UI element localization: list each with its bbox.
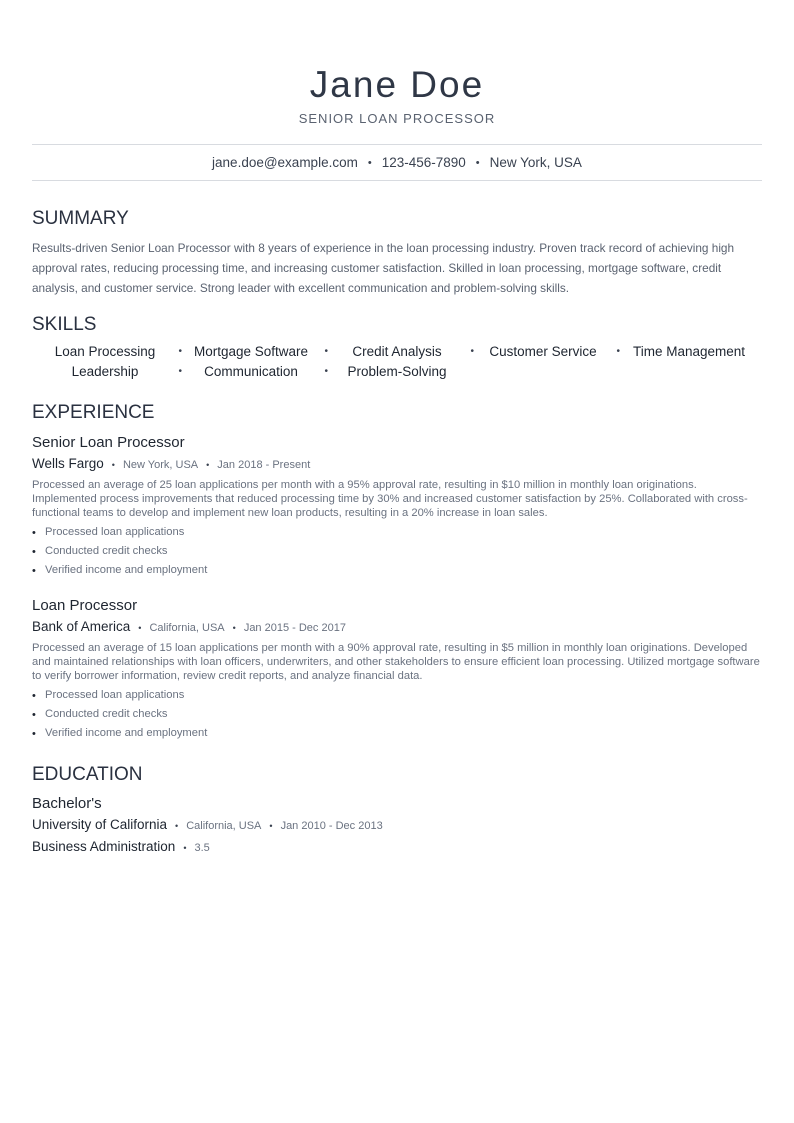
skill-item: Problem-Solving	[347, 364, 447, 379]
meta-separator: •	[111, 460, 115, 470]
education-field: Business Administration	[32, 839, 176, 854]
education-gpa: 3.5	[194, 842, 210, 854]
job-bullet: • Conducted credit checks	[32, 542, 762, 561]
job-company: Bank of America	[32, 619, 131, 634]
summary-text: Results-driven Senior Loan Processor with 8 years of experience in the loan processing industry. Proven track record of achieving high approval rates, reducing processing time, and increasing customer satisfaction. Skilled in loan processing, mortgage software, credit analysis, and customer service. Strong leader with excellent communication and problem-solving skills.	[32, 241, 735, 295]
contact-bar	[32, 144, 762, 181]
contact-separator: •	[475, 156, 480, 169]
education-dates: Jan 2010 - Dec 2013	[280, 820, 383, 832]
contact-email[interactable]: jane.doe@example.com	[212, 155, 358, 170]
job-bullets	[32, 686, 762, 743]
job-description: Processed an average of 25 loan applications per month with a 95% approval rate, resulting in $10 million in monthly loan originations. Implemented process improvements that reduced processing time by 30% and increased customer satisfaction by 25%. Collaborated with cross-functional teams to develop and implement new loan products, resulting in a 20% increase in loan sales.	[32, 479, 748, 519]
skill-item: Customer Service •	[470, 342, 616, 362]
job-bullets	[32, 523, 762, 580]
skills-list	[32, 342, 762, 382]
job-bullet: • Conducted credit checks	[32, 705, 762, 724]
job-bullet: • Verified income and employment	[32, 724, 762, 743]
job-location: New York, USA	[122, 459, 199, 471]
candidate-name: Jane Doe	[309, 64, 485, 105]
summary-section	[32, 208, 762, 298]
meta-separator: •	[269, 821, 273, 831]
education-school: University of California	[32, 817, 168, 832]
education-field-row	[32, 837, 762, 858]
meta-separator: •	[138, 623, 142, 633]
education-location: California, USA	[186, 820, 262, 832]
meta-separator: •	[232, 623, 236, 633]
education-meta	[32, 815, 762, 836]
job-meta	[32, 454, 762, 475]
experience-heading: EXPERIENCE	[32, 402, 155, 423]
summary-heading: SUMMARY	[32, 208, 129, 229]
job-company: Wells Fargo	[32, 456, 104, 471]
job-bullet: • Processed loan applications	[32, 523, 762, 542]
job-bullet: • Verified income and employment	[32, 561, 762, 580]
skill-item: Loan Processing •	[32, 342, 178, 362]
skill-item: Communication •	[178, 362, 324, 382]
meta-separator: •	[175, 821, 179, 831]
skills-section	[32, 314, 762, 382]
candidate-title: SENIOR LOAN PROCESSOR	[298, 111, 496, 126]
skill-item: Leadership •	[32, 362, 178, 382]
education-heading: EDUCATION	[32, 764, 143, 785]
skill-item: Time Management	[632, 344, 746, 359]
skills-heading: SKILLS	[32, 314, 97, 335]
experience-section	[32, 402, 762, 743]
job-title: Loan Processor	[32, 597, 138, 614]
education-section	[32, 764, 762, 858]
meta-separator: •	[183, 843, 187, 853]
contact-location: New York, USA	[489, 155, 582, 170]
job-meta	[32, 617, 762, 638]
meta-separator: •	[206, 460, 210, 470]
job-location: California, USA	[149, 622, 225, 634]
skill-item: Mortgage Software •	[178, 342, 324, 362]
contact-phone[interactable]: 123-456-7890	[381, 155, 466, 170]
job-dates: Jan 2015 - Dec 2017	[243, 622, 346, 634]
resume-header	[32, 0, 762, 127]
job-description: Processed an average of 15 loan applications per month with a 90% approval rate, resulting in $5 million in monthly loan originations. Developed and maintained relationships with loan officers, underwriters, and other stakeholders to ensure efficient loan processing. Utilized mortgage software to verify borrower information, review credit reports, and analyze financial data.	[32, 642, 760, 682]
job-entry	[32, 433, 762, 580]
job-dates: Jan 2018 - Present	[217, 459, 311, 471]
job-bullet: • Processed loan applications	[32, 686, 762, 705]
education-degree: Bachelor's	[32, 795, 102, 812]
job-entry	[32, 596, 762, 743]
job-title: Senior Loan Processor	[32, 434, 185, 451]
skill-item: Credit Analysis •	[324, 342, 470, 362]
contact-separator: •	[367, 156, 372, 169]
